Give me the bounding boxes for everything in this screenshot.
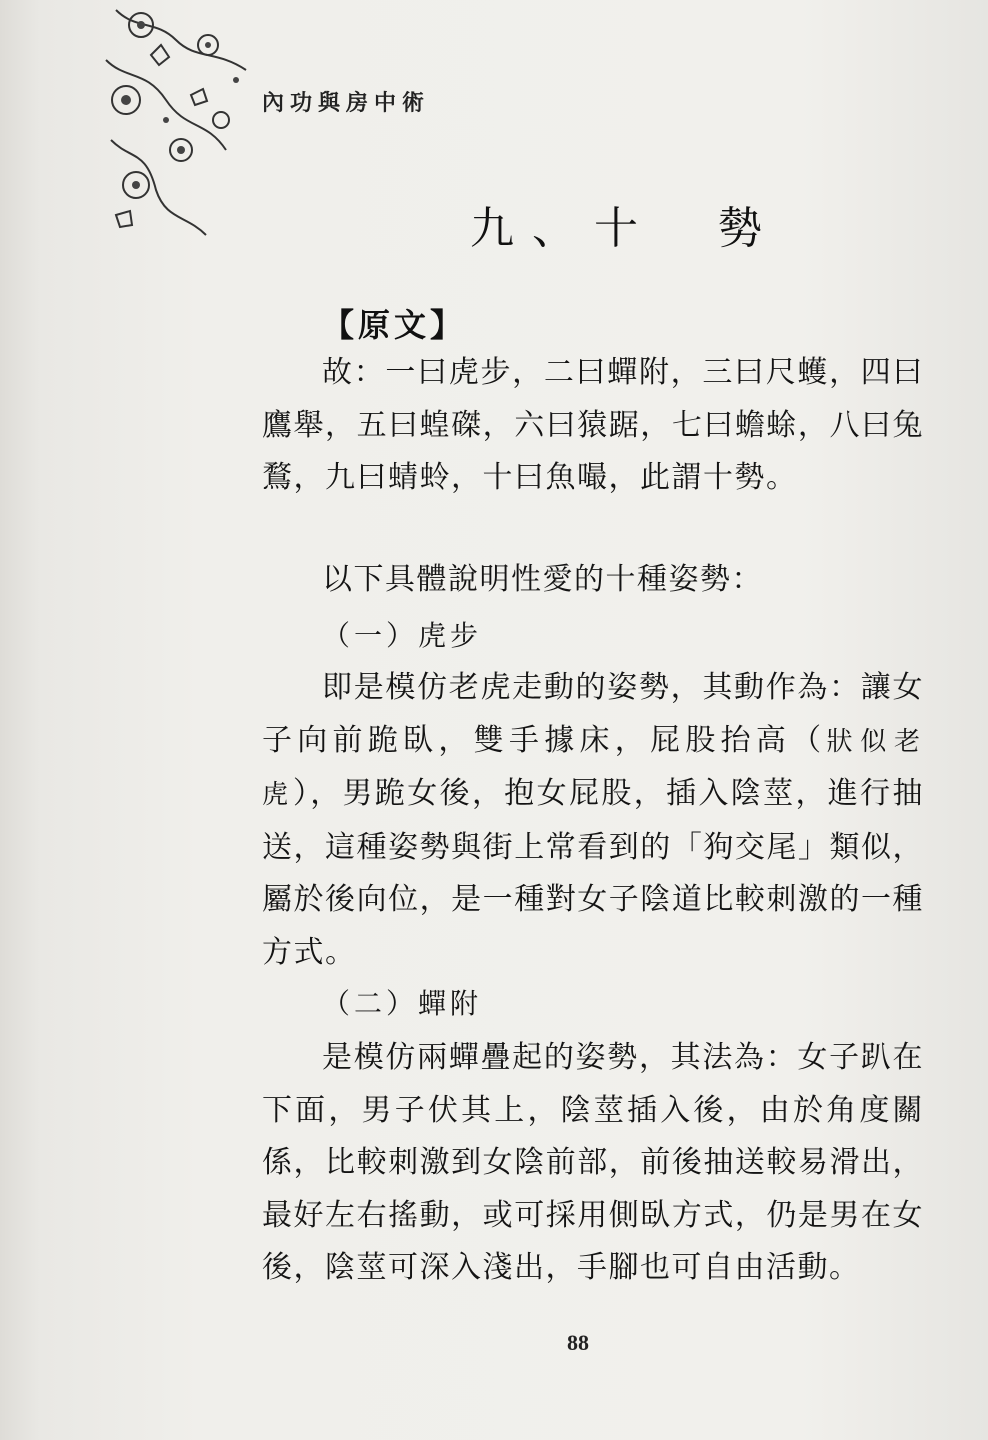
original-text-paragraph: 故：一曰虎步，二曰蟬附，三曰尺蠖，四曰鷹舉，五曰蝗磔，六曰猿踞，七曰蟾蜍，八曰兔鶩，九曰蜻蛉，十曰魚嘬，此謂十勢。 xyxy=(262,355,924,495)
item-heading-1: （一）虎步 xyxy=(322,619,483,652)
section-title: 九、十 勢 xyxy=(470,203,780,254)
page-number: 88 xyxy=(567,1330,589,1355)
item-body-2: 是模仿兩蟬疊起的姿勢，其法為：女子趴在下面，男子伏其上，陰莖插入後，由於角度關係，比較刺激到女陰前部，前後抽送較易滑出，最好左右搖動，或可採用側臥方式，仍是男在女後，陰莖可深入淺出，手腳也可自由活動。 xyxy=(262,1040,924,1285)
item-body-1-text-a: 即是模仿老虎走動的姿勢，其動作為：讓女子向前跪臥，雙手據床，屁股抬高（ xyxy=(262,670,924,758)
original-text-label: 【原文】 xyxy=(322,306,467,344)
running-header: 內功與房中術 xyxy=(262,90,431,116)
item-body-1-text-b: ），男跪女後，抱女屁股，插入陰莖，進行抽送，這種姿勢與街上常看到的「狗交尾」類似，屬於後向位，是一種對女子陰道比較刺激的一種方式。 xyxy=(262,776,924,970)
item-heading-2: （二）蟬附 xyxy=(322,987,483,1020)
intro-paragraph: 以下具體說明性愛的十種姿勢： xyxy=(322,562,763,597)
item-body-1 xyxy=(262,662,924,979)
item-body-1-note: 狀似老虎 xyxy=(262,726,924,810)
floral-ornament-icon xyxy=(96,0,256,240)
